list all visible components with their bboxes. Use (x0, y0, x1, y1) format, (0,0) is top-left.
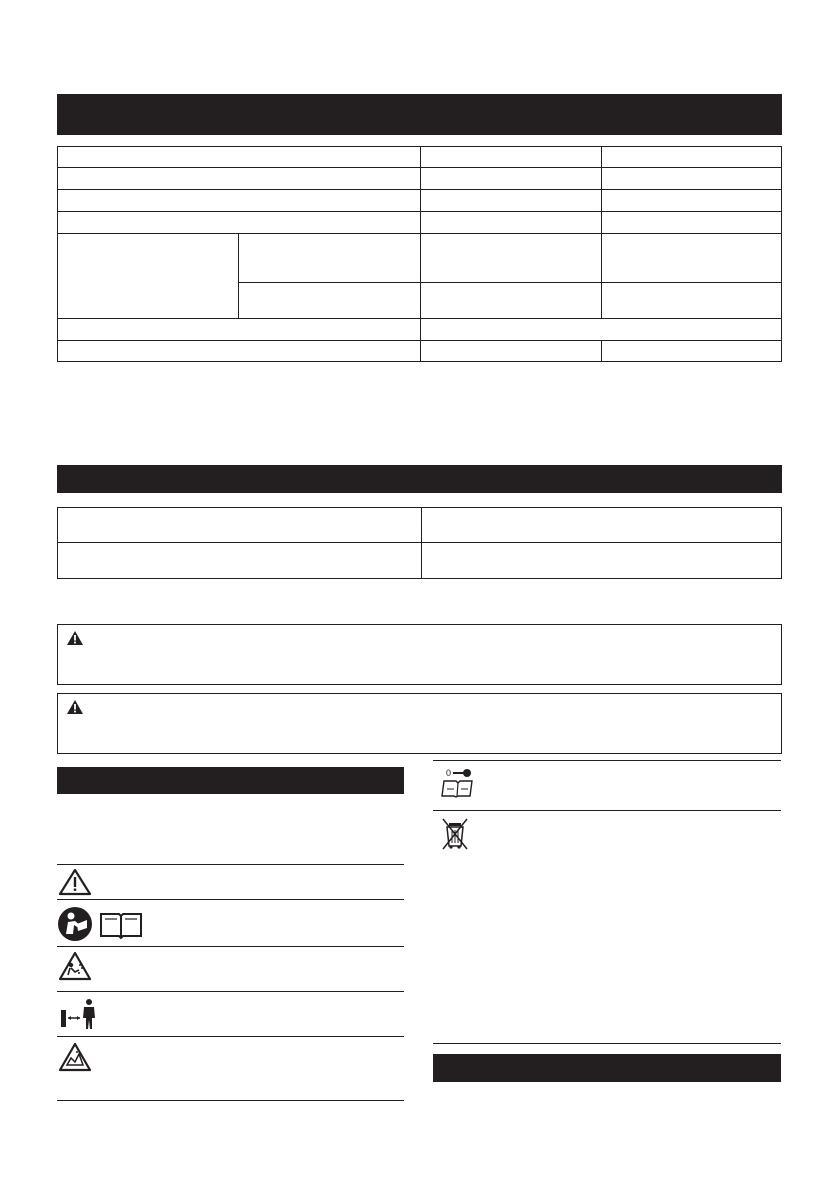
svg-text:0: 0 (446, 768, 452, 778)
ricochet-hazard-icon (58, 1042, 92, 1072)
divider (57, 864, 404, 865)
table-cell (238, 282, 421, 319)
table-cell (57, 507, 422, 543)
table-cell (57, 146, 421, 168)
divider (433, 810, 781, 811)
table-cell (601, 282, 782, 319)
divider (433, 760, 781, 761)
table-cell (420, 282, 602, 319)
table-cell (57, 318, 421, 341)
table-cell (420, 211, 602, 234)
table-cell (420, 146, 602, 168)
warning-triangle-icon (58, 868, 92, 896)
table-cell (421, 507, 782, 543)
table-cell (57, 189, 421, 212)
warning-triangle-icon (66, 630, 84, 646)
table-cell (57, 340, 421, 362)
table-cell (601, 189, 782, 212)
divider (57, 1036, 404, 1037)
table-cell-merged (420, 318, 782, 341)
table-cell (57, 542, 422, 579)
divider (57, 946, 404, 947)
table-cell-merged (57, 233, 239, 319)
divider (57, 1100, 404, 1101)
table-cell (420, 167, 602, 190)
flying-debris-icon (58, 951, 92, 981)
section-header-bar-symbols (57, 767, 404, 794)
table-cell (601, 233, 782, 283)
section-header-bar-specifications (57, 94, 782, 135)
table-cell (601, 340, 782, 362)
table-cell (57, 167, 421, 190)
table-cell (601, 146, 782, 168)
divider (57, 991, 404, 992)
keep-distance-icon (58, 996, 102, 1032)
table-cell (57, 211, 421, 234)
table-cell (238, 233, 421, 283)
table-cell (601, 167, 782, 190)
warning-box (57, 624, 782, 685)
table-cell (420, 189, 602, 212)
read-manual-icon (57, 906, 143, 942)
table-cell (601, 211, 782, 234)
crossed-out-bin-icon (440, 815, 470, 851)
table-cell (420, 340, 602, 362)
divider (57, 899, 404, 900)
section-header-bar-2 (57, 465, 782, 493)
table-cell (421, 542, 782, 579)
table-cell (420, 233, 602, 283)
warning-box (57, 693, 782, 754)
remove-key-read-manual-icon (440, 765, 476, 799)
section-header-bar-right (433, 1054, 781, 1082)
divider (433, 1043, 781, 1044)
warning-triangle-icon (66, 699, 84, 715)
